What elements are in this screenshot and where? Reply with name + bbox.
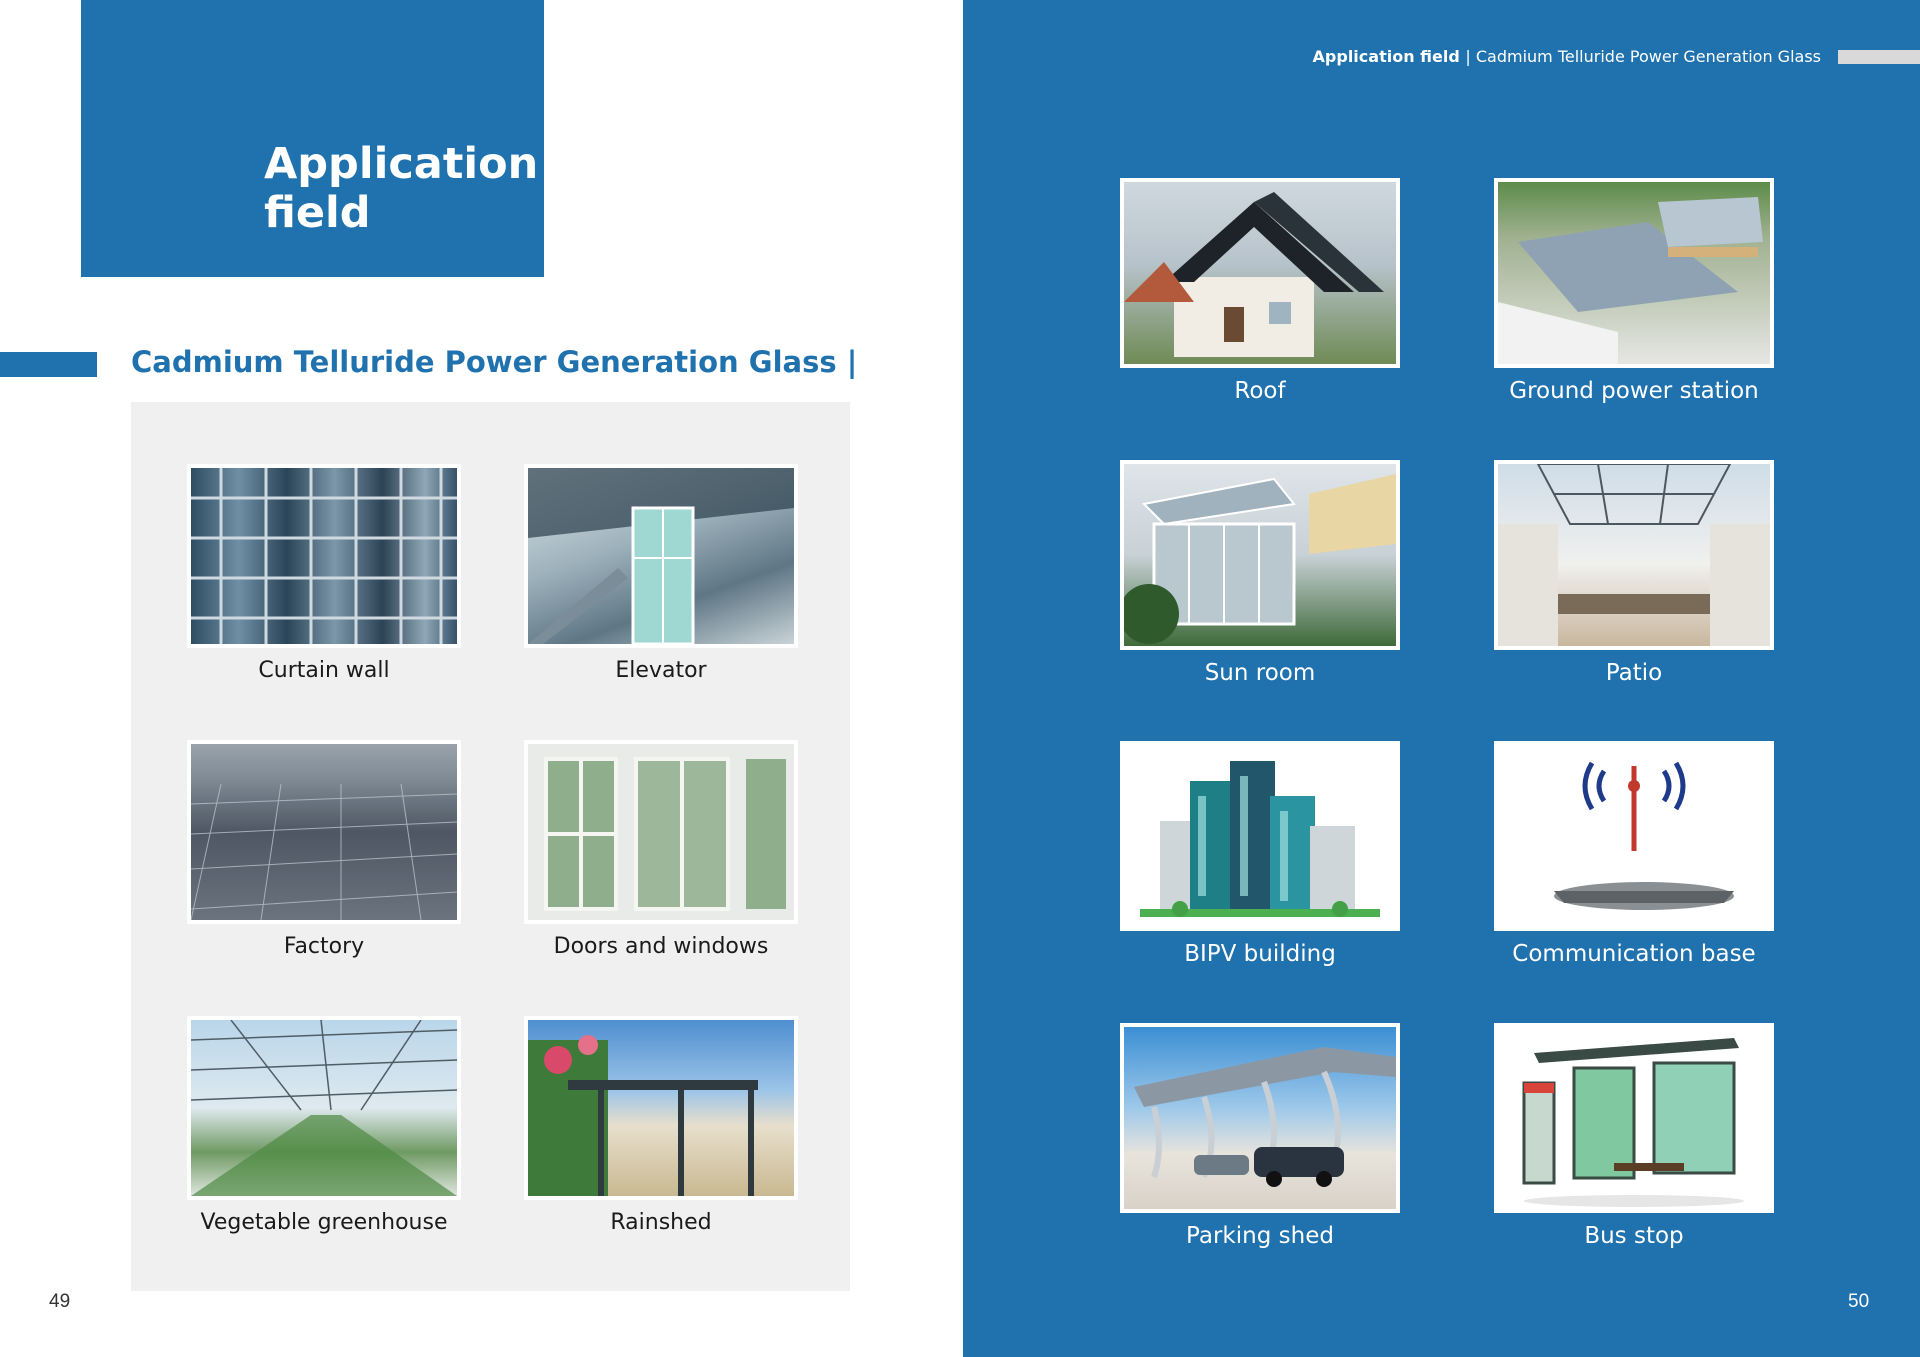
label-parking-shed: Parking shed [1186,1223,1334,1249]
patio-photo [1494,460,1774,650]
card-elevator [524,464,798,694]
card-sun-room [1120,460,1400,700]
header-accent-bar [1838,50,1920,64]
card-communication-base [1494,741,1774,981]
communication-base-5g-illustration [1494,741,1774,931]
section-accent-bar [0,352,97,377]
bipv-building-illustration [1120,741,1400,931]
page-number-right: 50 [1848,1291,1870,1312]
card-bus-stop [1494,1023,1774,1263]
sun-room-photo [1120,460,1400,650]
label-rainshed: Rainshed [610,1210,712,1235]
label-bus-stop: Bus stop [1584,1223,1684,1249]
label-communication-base: Communication base [1512,941,1756,967]
label-sun-room: Sun room [1204,660,1316,686]
label-vegetable-greenhouse: Vegetable greenhouse [200,1210,448,1235]
header-subtitle: | Cadmium Telluride Power Generation Glass [1465,47,1821,66]
header-section: Application field [1312,47,1466,66]
running-header [1313,47,1821,66]
label-curtain-wall: Curtain wall [258,658,390,683]
greenhouse-photo [187,1016,461,1200]
roof-photo [1120,178,1400,368]
card-patio [1494,460,1774,700]
card-parking-shed [1120,1023,1400,1263]
elevator-photo [524,464,798,648]
card-doors-windows [524,740,798,970]
right-page [963,0,1920,1357]
rainshed-photo [524,1016,798,1200]
label-roof: Roof [1234,378,1286,404]
label-doors-windows: Doors and windows [553,934,769,959]
card-ground-power-station [1494,178,1774,418]
page-number-left: 49 [49,1291,71,1312]
label-bipv-building: BIPV building [1184,941,1336,967]
card-factory [187,740,461,970]
section-title: Cadmium Telluride Power Generation Glass | [131,345,858,379]
title-block [81,0,544,277]
card-roof [1120,178,1400,418]
label-elevator: Elevator [615,658,707,683]
card-rainshed [524,1016,798,1246]
card-curtain-wall [187,464,461,694]
label-ground-power-station: Ground power station [1509,378,1759,404]
bus-stop-photo [1494,1023,1774,1213]
ground-power-station-photo [1494,178,1774,368]
card-bipv-building [1120,741,1400,981]
curtain-wall-photo [187,464,461,648]
card-vegetable-greenhouse [187,1016,461,1246]
label-factory: Factory [283,934,365,959]
parking-shed-photo [1120,1023,1400,1213]
application-gallery [131,402,850,1291]
label-patio: Patio [1605,660,1663,686]
page-title: Application field [264,139,539,238]
doors-windows-photo [524,740,798,924]
factory-roof-photo [187,740,461,924]
